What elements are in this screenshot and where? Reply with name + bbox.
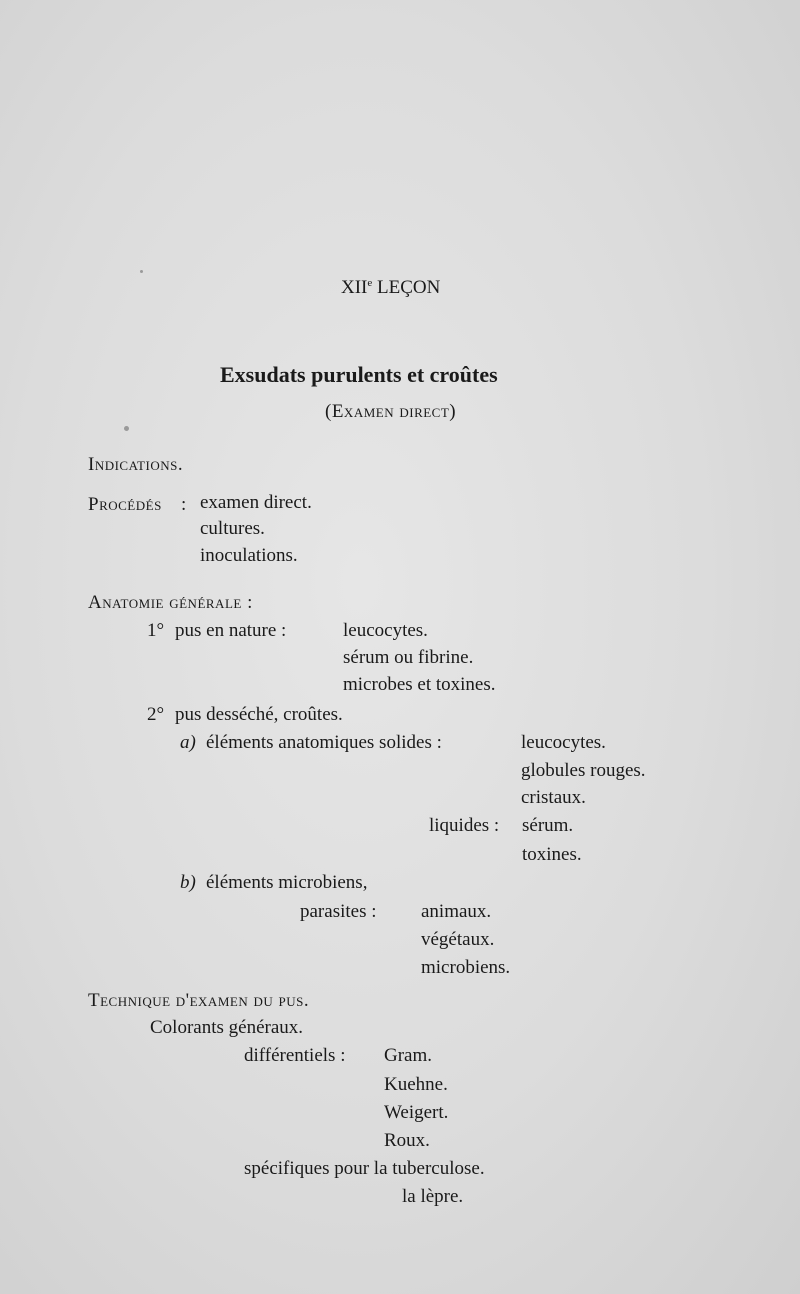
- pus-nature-item: leucocytes.: [343, 620, 428, 641]
- pus-nature-label: pus en nature :: [175, 620, 287, 641]
- solides-item: globules rouges.: [521, 760, 646, 781]
- procedes-item: inoculations.: [200, 545, 298, 566]
- technique-heading: Technique d'examen du pus.: [88, 990, 310, 1011]
- lesson-suffix: e: [367, 277, 373, 289]
- elements-anatomiques-label: éléments anatomiques solides :: [206, 732, 442, 753]
- ink-speck: [140, 270, 143, 273]
- colorants-generaux: Colorants généraux.: [150, 1017, 304, 1038]
- parasites-item: végétaux.: [421, 929, 495, 950]
- pus-nature-number: 1°: [147, 620, 165, 641]
- pus-desseche-number: 2°: [147, 704, 165, 725]
- elements-microbiens-label: éléments microbiens,: [206, 872, 368, 893]
- indications-heading: Indications.: [88, 454, 184, 475]
- parasites-item: animaux.: [421, 901, 492, 922]
- parasites-item: microbiens.: [421, 957, 511, 978]
- solides-item: cristaux.: [521, 787, 586, 808]
- pus-nature-item: microbes et toxines.: [343, 674, 496, 695]
- procedes-item: cultures.: [200, 518, 265, 539]
- ink-speck: [124, 426, 129, 431]
- solides-item: leucocytes.: [521, 732, 606, 753]
- lesson-word: LEÇON: [377, 277, 441, 298]
- parasites-label: parasites :: [300, 901, 377, 922]
- procedes-colon: :: [181, 494, 187, 515]
- procedes-item: examen direct.: [200, 492, 312, 513]
- differentiels-item: Gram.: [384, 1045, 433, 1066]
- elements-anatomiques-marker: a): [180, 732, 196, 753]
- lesson-numeral: XII: [341, 277, 368, 298]
- specifiques-label: spécifiques pour la tuberculose.: [244, 1158, 485, 1179]
- page-subtitle: (Examen direct): [325, 401, 457, 422]
- liquides-item: toxines.: [522, 844, 582, 865]
- elements-microbiens-marker: b): [180, 872, 196, 893]
- liquides-label: liquides :: [429, 815, 500, 836]
- procedes-heading: Procédés: [88, 494, 162, 515]
- differentiels-label: différentiels :: [244, 1045, 346, 1066]
- liquides-item: sérum.: [522, 815, 574, 836]
- differentiels-item: Weigert.: [384, 1102, 449, 1123]
- pus-desseche-label: pus desséché, croûtes.: [175, 704, 343, 725]
- differentiels-item: Roux.: [384, 1130, 430, 1151]
- differentiels-item: Kuehne.: [384, 1074, 448, 1095]
- pus-nature-item: sérum ou fibrine.: [343, 647, 474, 668]
- anatomie-heading: Anatomie générale :: [88, 592, 253, 613]
- specifiques-item: la lèpre.: [402, 1186, 464, 1207]
- page-title: Exsudats purulents et croûtes: [220, 362, 498, 387]
- lesson-number: [341, 272, 440, 299]
